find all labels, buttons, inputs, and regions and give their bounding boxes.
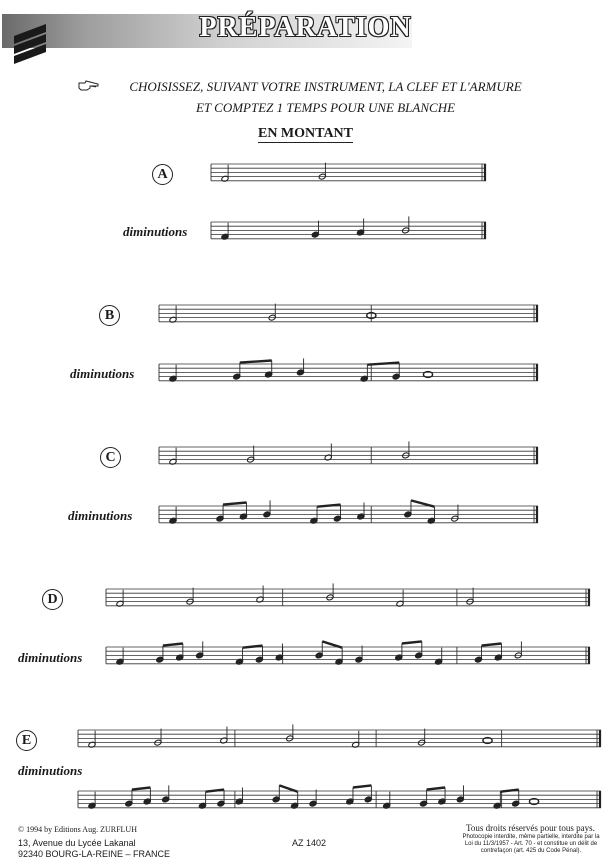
exercise-d-dim-eighth-beam — [482, 644, 502, 646]
exercise-d-dim-eighth-beam — [163, 644, 183, 646]
exercise-letter-d: D — [42, 589, 63, 610]
exercise-b-dim-eighth-beam — [240, 361, 272, 363]
diminutions-label-a: diminutions — [123, 224, 188, 239]
exercise-e-dim-eighth-beam — [427, 788, 445, 790]
legal-line-3: contrefaçon (art. 425 du Code Pénal). — [480, 848, 582, 854]
instruction-line-2: ET COMPTEZ 1 TEMPS POUR UNE BLANCHE — [195, 100, 456, 115]
address-line-2: 92340 BOURG-LA-REINE – FRANCE — [18, 849, 171, 859]
diminutions-label-d: diminutions — [18, 650, 83, 665]
section-heading-text: EN MONTANT — [257, 126, 354, 141]
copyright-notice: © 1994 by Editions Aug. ZURFLUH — [18, 825, 137, 834]
instruction-line-1: CHOISISSEZ, SUIVANT VOTRE INSTRUMENT, LA CLEF ET L'ARMURE — [129, 79, 522, 94]
diminutions-label-c: diminutions — [68, 508, 133, 523]
exercise-letter-e: E — [16, 730, 37, 751]
rights-notice: Tous droits réservés pour tous pays. — [466, 823, 595, 833]
exercise-letter-c: C — [100, 447, 121, 468]
exercise-e-dim-eighth-beam — [132, 788, 150, 790]
exercise-d-dim-eighth-beam — [402, 641, 422, 643]
publisher-address — [18, 838, 170, 860]
legal-line-2: Loi du 11/3/1957 - Art. 70 - et constitue un délit de — [464, 841, 598, 847]
legal-notice — [462, 834, 600, 855]
address-line-1: 13, Avenue du Lycée Lakanal — [18, 838, 136, 848]
exercise-e-dim-eighth-beam — [353, 785, 371, 787]
diminutions-label-b: diminutions — [70, 366, 135, 381]
exercise-letter-a: A — [152, 164, 173, 185]
diminutions-label-e: diminutions — [18, 763, 83, 778]
legal-line-1: Photocopie interdite, même partielle, interdite par la — [462, 834, 600, 840]
exercise-letter-b: B — [99, 305, 120, 326]
exercise-c-dim-eighth-beam — [223, 503, 246, 505]
page-title: PRÉPARATION — [199, 12, 412, 43]
catalog-number: AZ 1402 — [292, 838, 327, 848]
